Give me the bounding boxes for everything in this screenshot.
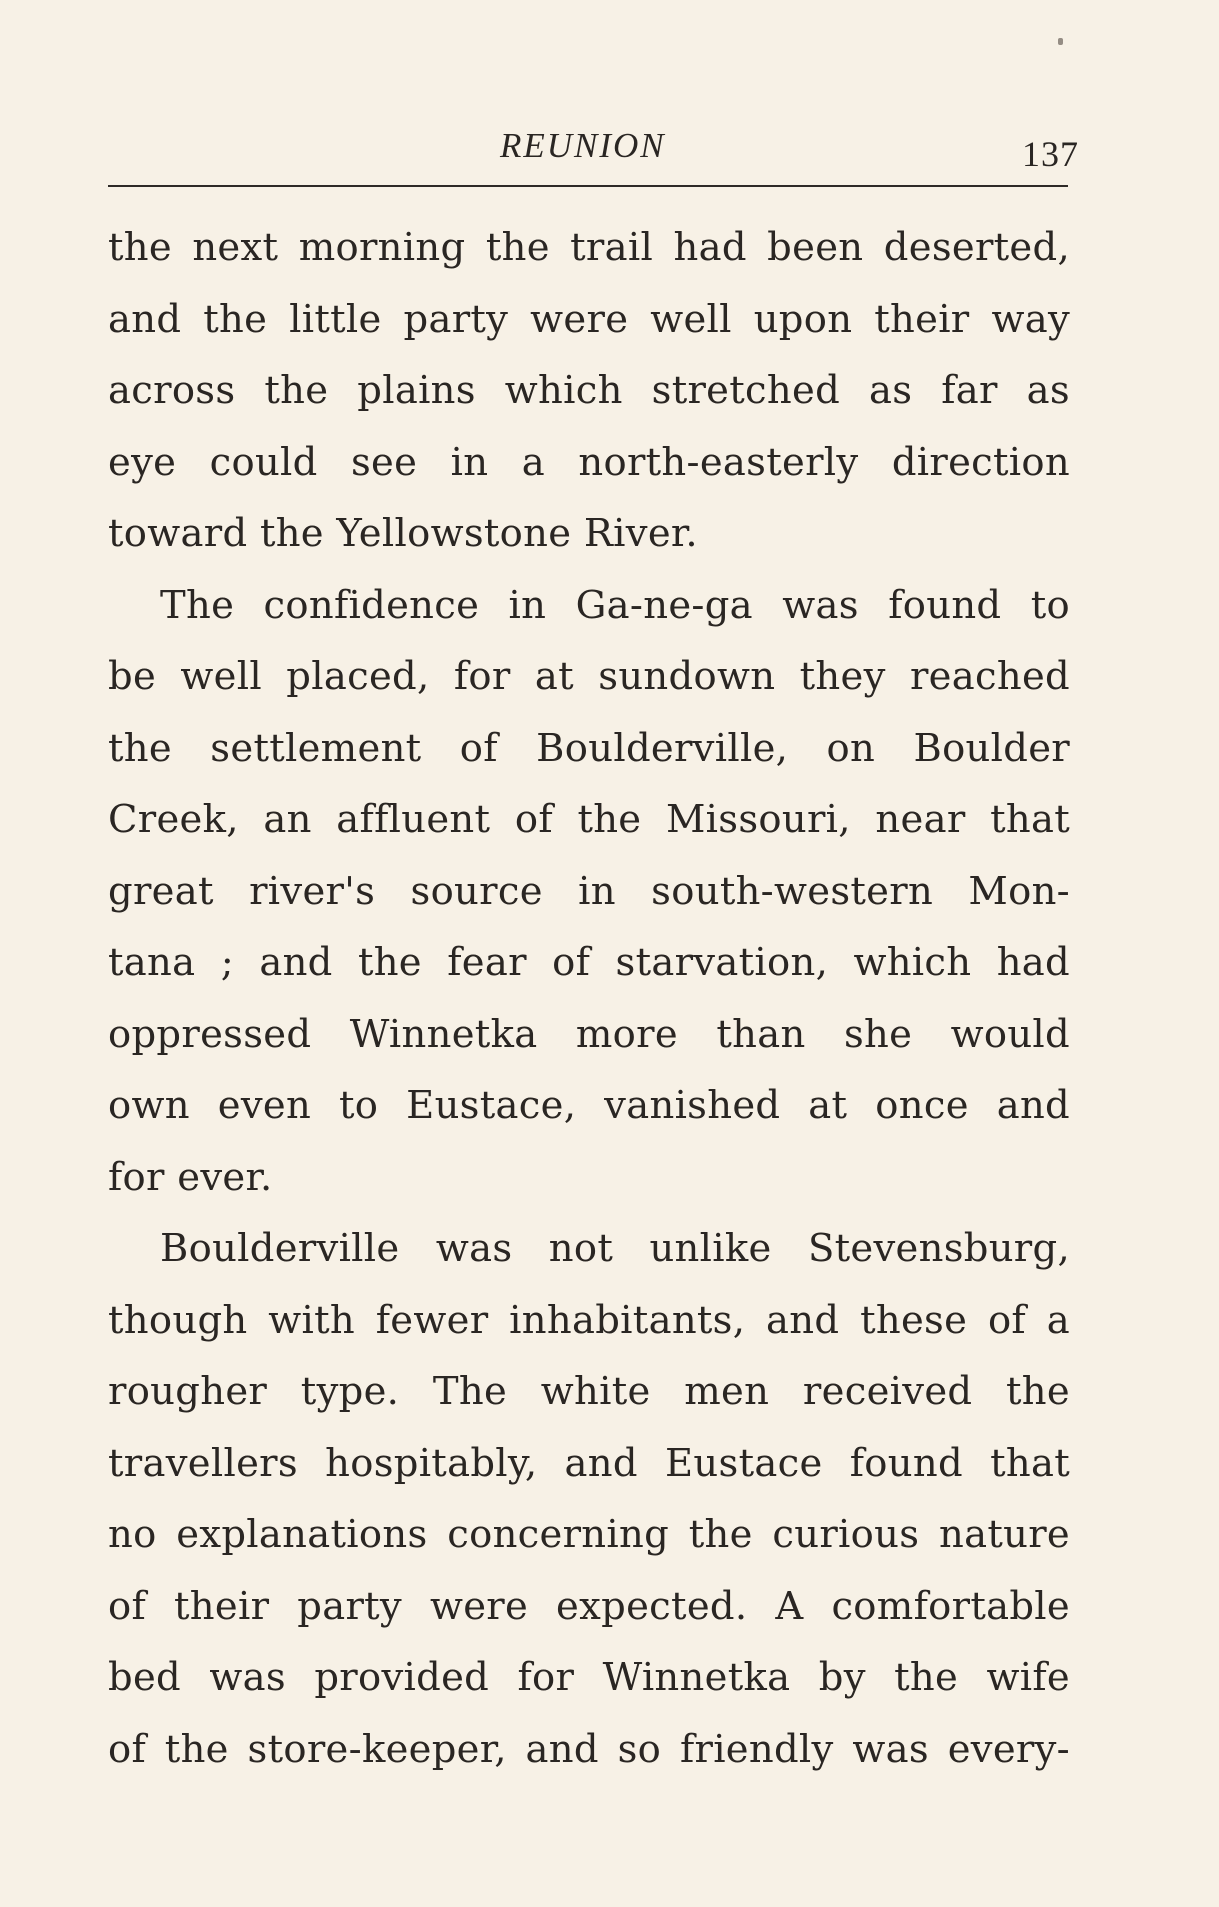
- text-line: be well placed, for at sundown they reached: [108, 654, 1070, 699]
- header-rule: [108, 185, 1068, 187]
- text-line: bed was provided for Winnetka by the wife: [108, 1655, 1070, 1700]
- text-line: of the store-keeper, and so friendly was every-: [108, 1726, 1070, 1772]
- text-line: own even to Eustace, vanished at once and: [108, 1083, 1070, 1128]
- text-line: great river's source in south-western Mon-: [108, 868, 1070, 914]
- text-line: of their party were expected. A comfortable: [108, 1583, 1070, 1629]
- text-line: Creek, an affluent of the Missouri, near that: [108, 797, 1070, 842]
- text-line: no explanations concerning the curious nature: [108, 1512, 1070, 1557]
- text-line: rougher type. The white men received the: [108, 1369, 1070, 1414]
- page-number: 137: [1022, 134, 1079, 174]
- text-line: for ever.: [108, 1154, 273, 1200]
- text-line: and the little party were well upon their way: [108, 296, 1070, 342]
- text-line: the next morning the trail had been deserted,: [108, 225, 1070, 270]
- text-line: travellers hospitably, and Eustace found that: [108, 1440, 1070, 1486]
- body-text: [108, 212, 1070, 1785]
- text-line: though with fewer inhabitants, and these of a: [108, 1297, 1070, 1343]
- text-line: toward the Yellowstone River.: [108, 511, 698, 556]
- text-line: eye could see in a north-easterly direction: [108, 439, 1070, 485]
- paper-speck: [1058, 38, 1063, 45]
- text-line: oppressed Winnetka more than she would: [108, 1011, 1070, 1057]
- text-line: across the plains which stretched as far as: [108, 368, 1070, 413]
- running-title: REUNION: [500, 126, 666, 165]
- text-line: tana ; and the fear of starvation, which had: [108, 940, 1070, 985]
- text-line: the settlement of Boulderville, on Boulder: [108, 725, 1070, 771]
- text-line: Boulderville was not unlike Stevensburg,: [160, 1226, 1070, 1271]
- running-head: [0, 126, 1219, 176]
- text-line: The confidence in Ga-ne-ga was found to: [160, 582, 1070, 628]
